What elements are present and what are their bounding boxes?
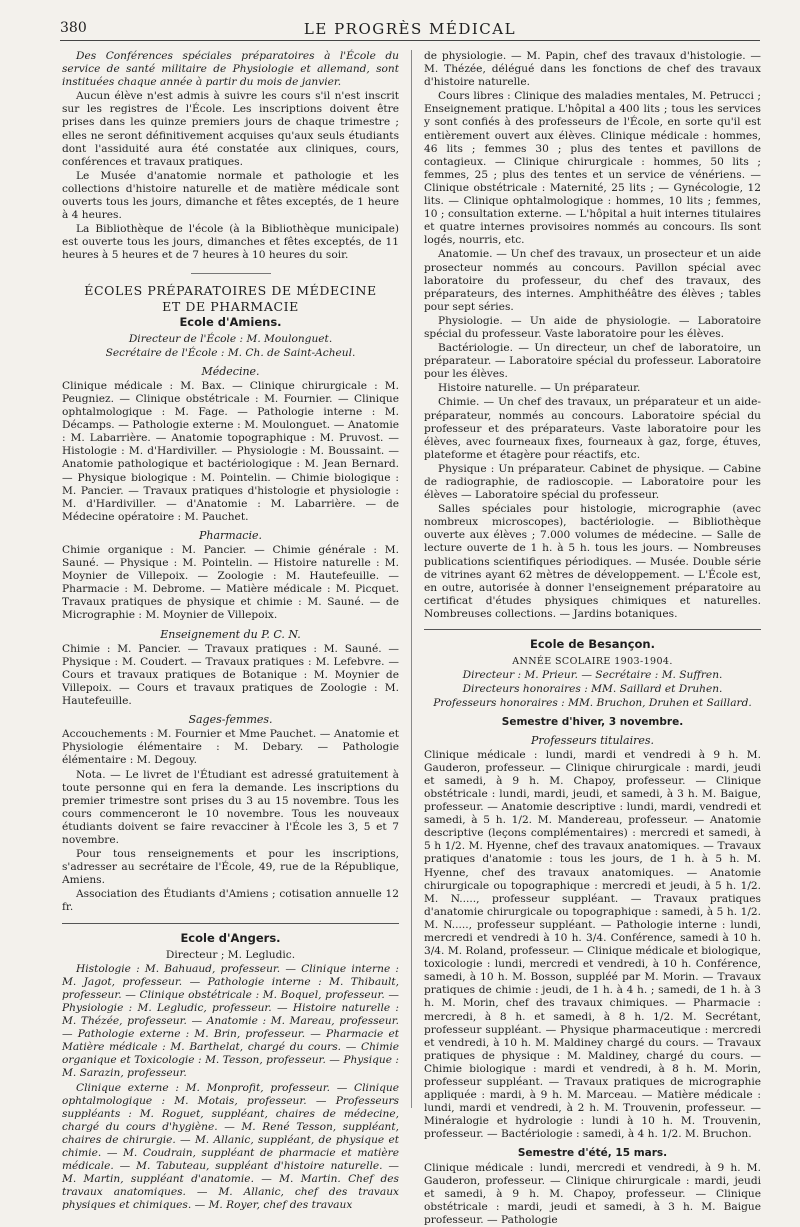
besancon-honorary-directors: Directeurs honoraires : MM. Saillard et Druhen. [462,683,723,696]
physique-paragraph: Physique : Un préparateur. Cabinet de physique. — Cabine de radiographie, de radioscopie. — Laboratoire pour les élèves — Laboratoire spécial du professeur. [424,462,761,502]
amiens-midwives-heading: Sages-femmes. [188,713,273,727]
amiens-medicine-text: Clinique médicale : M. Bax. — Clinique chirurgicale : M. Peugniez. — Clinique obstétricale : M. Fournier. — Clinique ophtalmologique : M. Fage. — Pathologie interne : M. Décamps. — Pathologie externe : M. Moulonguet. — Anatomie : M. Labarrière. — Anatomie topographique : M. Pruvost. — Histologie : M. d'Hardiviller. — Physiologie : M. Boussaint. — Anatomie pathologique et bactériologique : M. Jean Bernard. — Physique biologique : M. Pointelin. — Chimie biologique : M. Pancier. — Travaux pratiques d'histologie et physiologie : M. d'Hardiviller. — d'Anatomie : M. Labarrière. — de Médecine opératoire : M. Pauchet. [62,379,399,523]
registration-paragraph: Aucun élève n'est admis à suivre les cours s'il n'est inscrit sur les registres de l'École. Les inscriptions doivent être prises dans les quinze premiers jours de chaque trimestre ; elles ne seront définitivement acquises qu'aux seuls étudiants dont l'assiduité aura été constatée aux cliniques, cours, conférences et travaux pratiques. [62,90,399,168]
section-heading-line2: ET DE PHARMACIE [162,298,299,314]
column-divider [411,50,412,1108]
besancon-honorary-professors: Professeurs honoraires : MM. Bruchon, Druhen et Saillard. [433,697,752,710]
histoire-paragraph: Histoire naturelle. — Un préparateur. [438,382,641,395]
amiens-info: Pour tous renseignements et pour les inscriptions, s'adresser au secrétaire de l'École, 49, rue de la République, Amiens. [62,848,399,887]
amiens-pharmacy-heading: Pharmacie. [199,528,262,542]
amiens-school-title: Ecole d'Amiens. [179,314,282,329]
besancon-director: Directeur : M. Prieur. — Secrétaire : M. Suffren. [462,669,723,682]
amiens-medicine-heading: Médecine. [201,364,260,378]
page-number: 380 [60,20,87,36]
museum-paragraph: Le Musée d'anatomie normale et pathologie et les collections d'histoire naturelle et de matière médicale sont ouverts tous les jours, dimanche et fêtes exceptés, de 1 heure à 4 heures. [62,169,399,222]
amiens-pcn-text: Chimie : M. Pancier. — Travaux pratiques : M. Sauné. — Physique : M. Coudert. — Travaux pratiques : M. Lefebvre. — Cours et travaux pratiques de Botanique : M. Moynier de Villepoix. — Cours et travaux pratiques de Zoologie : M. Hautefeuille. [62,642,399,708]
section-divider [191,273,271,274]
besancon-school-title: Ecole de Besançon. [424,629,761,651]
library-paragraph: La Bibliothèque de l'école (à la Bibliothèque municipale) est ouverte tous les jours, dimanches et fêtes exceptés, de 11 heures à 5 heures et de 7 heures à 10 heures du soir. [62,223,399,262]
amiens-pharmacy-text: Chimie organique : M. Pancier. — Chimie générale : M. Sauné. — Physique : M. Pointelin. — Histoire naturelle : M. Moynier de Villepoix. — Zoologie : M. Hautefeuille. — Pharmacie : M. Debrome. — Matière médicale : M. Picquet. Travaux pratiques de physique et chimie : M. Sauné. — de Micrographie : M. Moynier de Villepoix. [62,544,399,622]
bacteriologie-paragraph: Bactériologie. — Un directeur, un chef de laboratoire, un préparateur. — Laboratoire spécial du professeur. Laboratoire pour les élèves. [424,342,761,381]
amiens-midwives-text: Accouchements : M. Fournier et Mme Pauchet. — Anatomie et Physiologie élémentaire : M. Debary. — Pathologie élémentaire : M. Degouy. [62,728,399,767]
amiens-nota: Nota. — Le livret de l'Étudiant est adressé gratuitement à toute personne qui en fera la demande. Les inscriptions du premier trimestre sont prises du 3 au 15 novembre. Tous les cours commenceront le 10 novembre. Tous les nouveaux étudiants doivent se faire revacciner à l'École les 3, 5 et 7 novembre. [62,768,399,846]
besancon-school-year: ANNÉE SCOLAIRE 1903-1904. [512,656,673,668]
amiens-pcn-heading: Enseignement du P. C. N. [160,627,301,641]
cours-libres: Cours libres : Clinique des maladies mentales, M. Petrucci ; Enseignement pratique. L'hôpital a 400 lits ; tous les services y sont confiés à des professeurs de l'École, en sorte qu'il est entièrement ouvert aux élèves. Clinique médicale : hommes, 46 lits ; femmes 30 ; plus des tentes et pavillons de contagieux. — Clinique chirurgicale : hommes, 50 lits ; femmes, 25 ; plus des tentes et un service de vénériens. — Clinique obstétricale : Maternité, 25 lits ; — Gynécologie, 12 lits. — Clinique ophtalmologique : hommes, 10 lits ; femmes, 10 ; consultation externe. — L'hôpital a huit internes titulaires et quatre internes provisoires nommés au concours. Ils sont logés, nourris, etc. [424,90,761,247]
angers-continued: de physiologie. — M. Papin, chef des travaux d'histologie. — M. Thézée, délégué dans les fonctions de chef des travaux d'histoire naturelle. [424,50,761,89]
section-heading-line1: ÉCOLES PRÉPARATOIRES DE MÉDECINE [84,282,377,298]
amiens-secretary: Secrétaire de l'École : M. Ch. de Saint-Acheul. [105,346,356,359]
angers-text: Histologie : M. Bahuaud, professeur. — Clinique interne : M. Jagot, professeur. — Pathologie interne : M. Thibault, professeur. — Clinique obstétricale : M. Boquel, professeur. — Physiologie : M. Legludic, professeur. — Histoire naturelle : M. Thézée, professeur. — Anatomie : M. Mareau, professeur. — Pathologie externe : M. Brin, professeur. — Pharmacie et Matière médicale : M. Barthelat, chargé du cours. — Chimie organique et Toxicologie : M. Tesson, professeur. — Physique : M. Sarazin, professeur. [62,962,399,1080]
running-title: LE PROGRÈS MÉDICAL [303,20,517,38]
physiologie-paragraph: Physiologie. — Un aide de physiologie. — Laboratoire spécial du professeur. Vaste laboratoire pour les élèves. [424,314,761,340]
right-column [424,50,761,1226]
left-column [62,50,399,1212]
chimie-paragraph: Chimie. — Un chef des travaux, un préparateur et un aide-préparateur, nommés au concours. Laboratoire spécial du professeur et des préparateurs. Vaste laboratoire pour les élèves, avec fourneaux fixes, fourneaux à gaz, forge, étuves, plateforme et étagère pour réactifs, etc. [424,396,761,461]
besancon-summer-heading: Semestre d'été, 15 mars. [517,1146,668,1159]
angers-text-2: Clinique externe : M. Monprofit, professeur. — Clinique ophtalmologique : M. Motais, professeur. — Professeurs suppléants : M. Roguet, suppléant, chaires de médecine, chargé du cours d'hygiène. — M. René Tesson, suppléant, chaires de chirurgie. — M. Allanic, suppléant, de physique et chimie. — M. Coudrain, suppléant de pharmacie et matière médicale. — M. Tabuteau, suppléant d'histoire naturelle. — M. Martin, suppléant d'anatomie. — M. Martin. Chef des travaux anatomiques. — M. Allanic, chef des travaux physiques et chimiques. — M. Royer, chef des travaux [62,1081,399,1212]
angers-school-title: Ecole d'Angers. [62,923,399,945]
amiens-director: Directeur de l'École : M. Moulonguet. [128,332,333,345]
anatomie-paragraph: Anatomie. — Un chef des travaux, un prosecteur et un aide prosecteur nommés au concours. Pavillon spécial avec laboratoire du professeur, du chef des travaux, des préparateurs, des internes. Amphithéâtre des élèves ; tables pour sept séries. [424,248,761,313]
page-header [60,18,760,41]
intro-paragraph: Des Conférences spéciales préparatoires à l'École du service de santé militaire de Physiologie et allemand, sont instituées chaque année à partir du mois de janvier. [62,50,399,89]
angers-director: Directeur ; M. Legludic. [165,948,296,961]
salles-paragraph: Salles spéciales pour histologie, micrographie (avec nombreux microscopes), bactériologie. — Bibliothèque ouverte aux élèves ; 7.000 volumes de médecine. — Salle de lecture ouverte de 1 h. à 5 h. tous les jours. — Nombreuses publications scientifiques périodiques. — Musée. Double série de vitrines ayant 62 mètres de développement. — L'École est, en outre, autorisée à donner l'enseignement préparatoire au certificat d'études physiques chimiques et naturelles. Nombreuses collections. — Jardins botaniques. [424,503,761,620]
besancon-titular-heading: Professeurs titulaires. [530,733,655,747]
besancon-winter-heading: Semestre d'hiver, 3 novembre. [501,715,684,728]
amiens-association: Association des Étudiants d'Amiens ; cotisation annuelle 12 fr. [62,888,399,914]
besancon-summer-text: Clinique médicale : lundi, mercredi et vendredi, à 9 h. M. Gauderon, professeur. — Clinique chirurgicale : mardi, jeudi et samedi, à 9 h. M. Chapoy, professeur. — Clinique obstétricale : mardi, jeudi et samedi, à 3 h. M. Baigue professeur. — Pathologie [424,1161,761,1226]
besancon-winter-text: Clinique médicale : lundi, mardi et vendredi à 9 h. M. Gauderon, professeur. — Clinique chirurgicale : mardi, jeudi et samedi, à 9 h. M. Chapoy, professeur. — Clinique obstétricale : lundi, mardi, jeudi, et samedi, à 3 h. M. Baigue, professeur. — Anatomie descriptive : lundi, mardi, vendredi et samedi, à 5 h. 1/2. M. Mandereau, professeur. — Anatomie descriptive (leçons complémentaires) : mercredi et samedi, à 5 h 1/2. M. Hyenne, chef des travaux anatomiques. — Travaux pratiques d'anatomie : tous les jours, de 1 h. à 5 h. M. Hyenne, chef des travaux anatomiques. — Anatomie chirurgicale ou topographique : mercredi et jeudi, à 5 h. 1/2. M. N....., professeur suppléant. — Travaux pratiques d'anatomie chirurgicale ou topographique : samedi, à 5 h. 1/2. M. N....., professeur suppléant. — Pathologie interne : lundi, mercredi et vendredi à 10 h. 3/4. Conférence, samedi à 10 h. 3/4. M. Roland, professeur. — Clinique médicale et biologique, toxicologie : lundi, mercredi et vendredi, à 10 h. Conférence, samedi, à 10 h. M. Bosson, suppléé par M. Morin. — Travaux pratiques de chimie : jeudi, de 1 h. à 4 h. ; samedi, de 1 h. à 3 h. M. Morin, chef des travaux chimiques. — Pharmacie : mercredi, à 8 h. et samedi, à 8 h. 1/2. M. Secrétant, professeur suppléant. — Physique pharmaceutique : mercredi et vendredi, à 10 h. M. Maldiney chargé du cours. — Travaux pratiques de physique : M. Maldiney, chargé du cours. — Chimie biologique : mardi et vendredi, à 8 h. M. Morin, professeur suppléant. — Travaux pratiques de micrographie appliquée : mardi, à 9 h. M. Marceau. — Matière médicale : lundi, mardi et vendredi, à 2 h. M. Trouvenin, professeur. — Minéralogie et hydrologie : lundi à 10 h. M. Trouvenin, professeur. — Bactériologie : samedi, à 4 h. 1/2. M. Bruchon. [424,748,761,1141]
